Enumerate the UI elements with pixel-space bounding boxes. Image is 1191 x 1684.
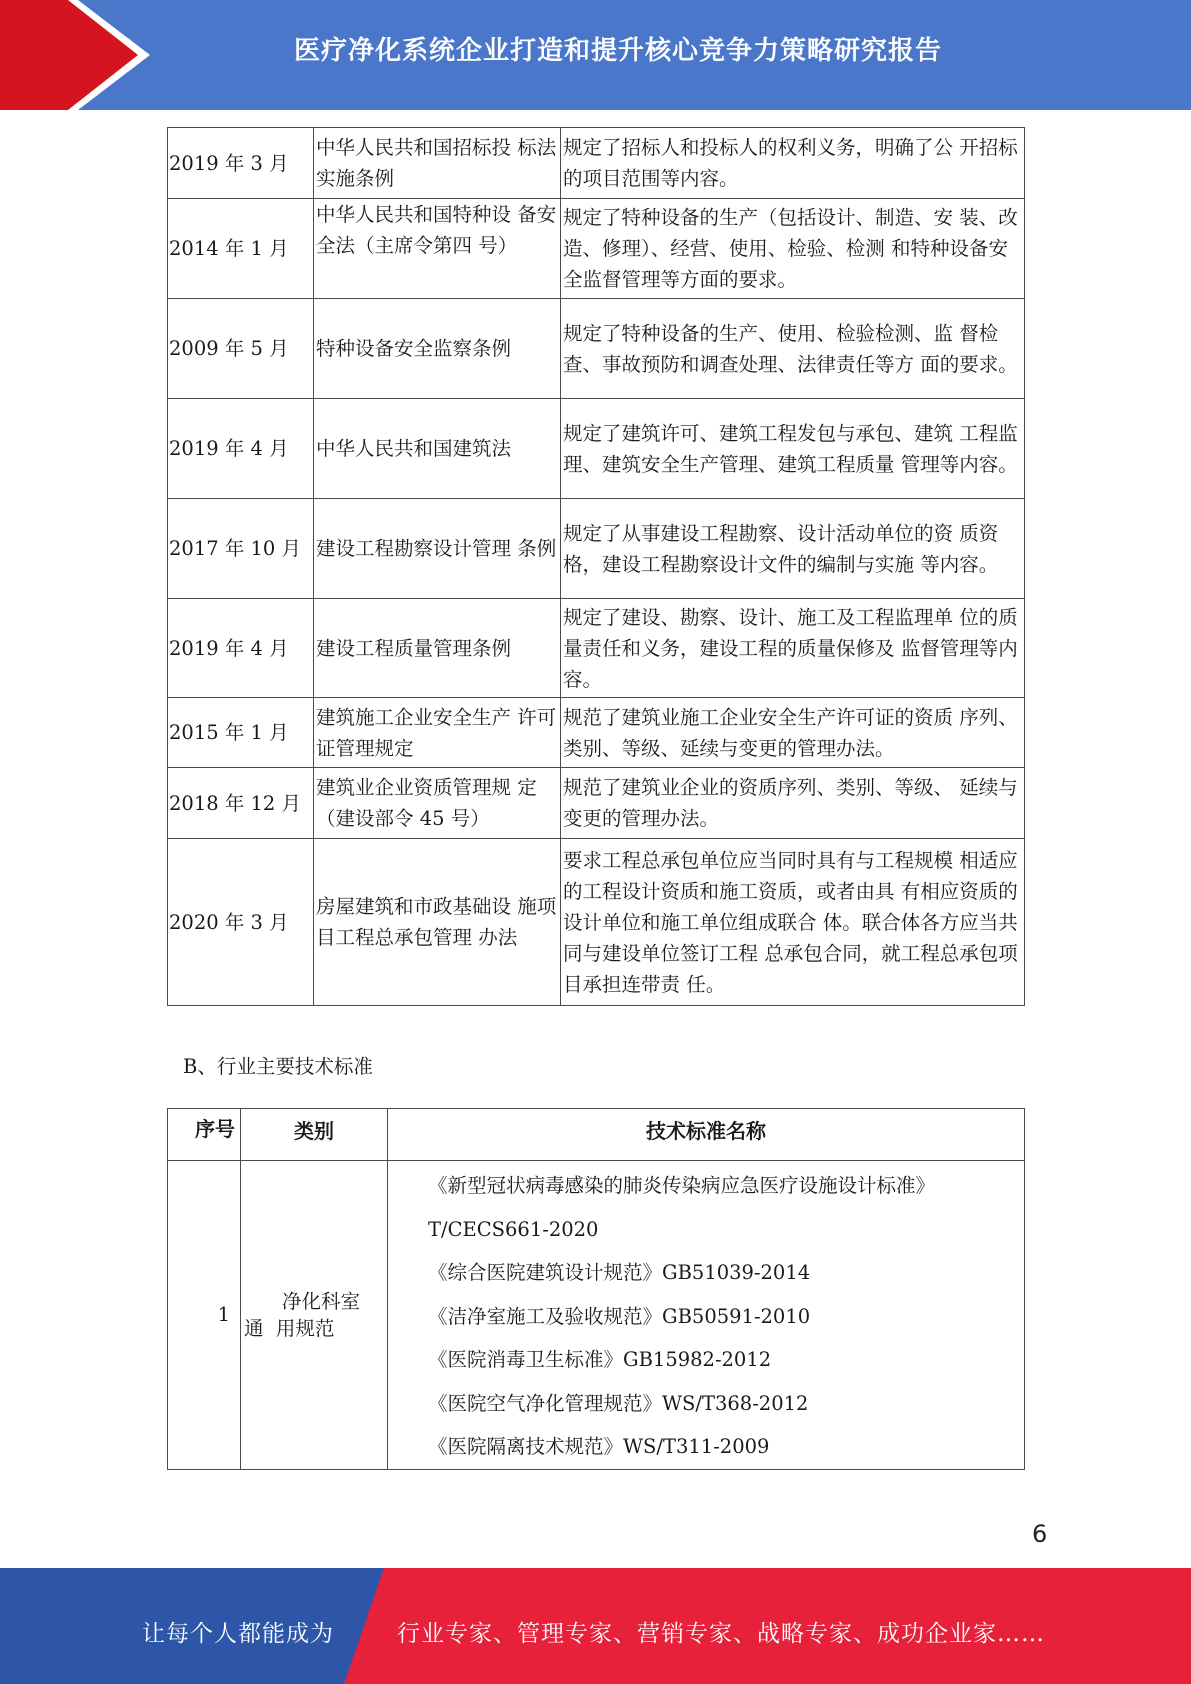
regulation-date: 2019 年 3 月: [168, 128, 314, 199]
regulation-content: 规定了建筑许可、建筑工程发包与承包、建筑 工程监理、建筑安全生产管理、建筑工程质量 管理等内容。: [561, 399, 1025, 499]
row-category: [241, 1161, 388, 1470]
category-line: 净化科室: [282, 1289, 361, 1313]
regulation-name: 房屋建筑和市政基础设 施项目工程总承包管理 办法: [314, 839, 561, 1006]
regulation-content: 规定了从事建设工程勘察、设计活动单位的资 质资格，建设工程勘察设计文件的编制与实施 等内容。: [561, 499, 1025, 599]
regulation-content: 规范了建筑业施工企业安全生产许可证的资质 序列、类别、等级、延续与变更的管理办法。: [561, 698, 1025, 768]
regulation-name: 特种设备安全监察条例: [314, 299, 561, 399]
standard-item: 《新型冠状病毒感染的肺炎传染病应急医疗设施设计标准》: [428, 1174, 936, 1197]
header-chevron-graphic: [0, 0, 160, 110]
standard-item: 《医院消毒卫生标准》GB15982-2012: [428, 1348, 772, 1371]
page-number: 6: [1032, 1520, 1048, 1548]
table-header-row: [168, 1109, 1025, 1161]
regulation-date: 2014 年 1 月: [168, 199, 314, 299]
standards-table-container: [167, 1108, 1024, 1458]
table-row: [168, 698, 1025, 768]
regulation-date: 2017 年 10 月: [168, 499, 314, 599]
table-row: [168, 1161, 1025, 1470]
page-footer: [0, 1568, 1191, 1684]
regulation-date: 2019 年 4 月: [168, 599, 314, 698]
table-row: [168, 399, 1025, 499]
regulation-name: 中华人民共和国建筑法: [314, 399, 561, 499]
section-heading: B、行业主要技术标准: [183, 1055, 373, 1078]
standard-item: 《医院隔离技术规范》WS/T311-2009: [428, 1435, 770, 1458]
row-standards: [388, 1161, 1025, 1470]
regulation-name: 建设工程勘察设计管理 条例: [314, 499, 561, 599]
footer-slogan-right: 行业专家、管理专家、营销专家、战略专家、成功企业家……: [397, 1621, 1045, 1647]
column-header-seq: 序号: [168, 1109, 241, 1161]
regulation-content: 规定了招标人和投标人的权利义务，明确了公 开招标的项目范围等内容。: [561, 128, 1025, 199]
standard-item: 《洁净室施工及验收规范》GB50591-2010: [428, 1304, 811, 1328]
standard-item: T/CECS661-2020: [428, 1217, 599, 1241]
regulations-table: [167, 127, 1025, 1006]
page-header: [0, 0, 1191, 110]
row-seq: 1: [168, 1161, 241, 1470]
regulation-content: 规定了建设、勘察、设计、施工及工程监理单 位的质量责任和义务，建设工程的质量保修及 监督管理等内容。: [561, 599, 1025, 698]
table-row: [168, 128, 1025, 199]
regulation-name: 建筑施工企业安全生产 许可证管理规定: [314, 698, 561, 768]
regulation-date: 2009 年 5 月: [168, 299, 314, 399]
footer-slogan-left: 让每个人都能成为: [142, 1621, 334, 1647]
regulation-date: 2019 年 4 月: [168, 399, 314, 499]
regulation-name: 建设工程质量管理条例: [314, 599, 561, 698]
regulation-date: 2018 年 12 月: [168, 768, 314, 839]
standards-table: [167, 1108, 1025, 1470]
table-row: [168, 599, 1025, 698]
report-title: 医疗净化系统企业打造和提升核心竞争力策略研究报告: [293, 36, 942, 66]
column-header-category: 类别: [241, 1109, 388, 1161]
regulation-name: 建筑业企业资质管理规 定（建设部令 45 号）: [314, 768, 561, 839]
regulation-content: 规定了特种设备的生产（包括设计、制造、安 装、改造、修理）、经营、使用、检验、检测 和特种设备安全监督管理等方面的要求。: [561, 199, 1025, 299]
table-row: [168, 299, 1025, 399]
table-row: [168, 199, 1025, 299]
table-row: [168, 768, 1025, 839]
regulation-content: 规范了建筑业企业的资质序列、类别、等级、 延续与变更的管理办法。: [561, 768, 1025, 839]
regulation-date: 2020 年 3 月: [168, 839, 314, 1006]
table-row: [168, 839, 1025, 1006]
category-line: 通 用规范: [244, 1316, 335, 1340]
standard-item: 《医院空气净化管理规范》WS/T368-2012: [428, 1391, 809, 1415]
column-header-standard-name: 技术标准名称: [388, 1109, 1025, 1161]
regulation-name: 中华人民共和国招标投 标法实施条例: [314, 128, 561, 199]
regulation-content: 要求工程总承包单位应当同时具有与工程规模 相适应的工程设计资质和施工资质，或者由具 有相应资质的设计单位和施工单位组成联合 体。联合体各方应当共同与建设单位签订工程 总承包合同，就工程总承包项目承担连带责 任。: [561, 839, 1025, 1006]
table-row: [168, 499, 1025, 599]
regulation-content: 规定了特种设备的生产、使用、检验检测、监 督检查、事故预防和调查处理、法律责任等方 面的要求。: [561, 299, 1025, 399]
standard-item: 《综合医院建筑设计规范》GB51039-2014: [428, 1261, 811, 1284]
regulation-date: 2015 年 1 月: [168, 698, 314, 768]
regulation-name: 中华人民共和国特种设 备安全法（主席令第四 号）: [314, 199, 561, 299]
